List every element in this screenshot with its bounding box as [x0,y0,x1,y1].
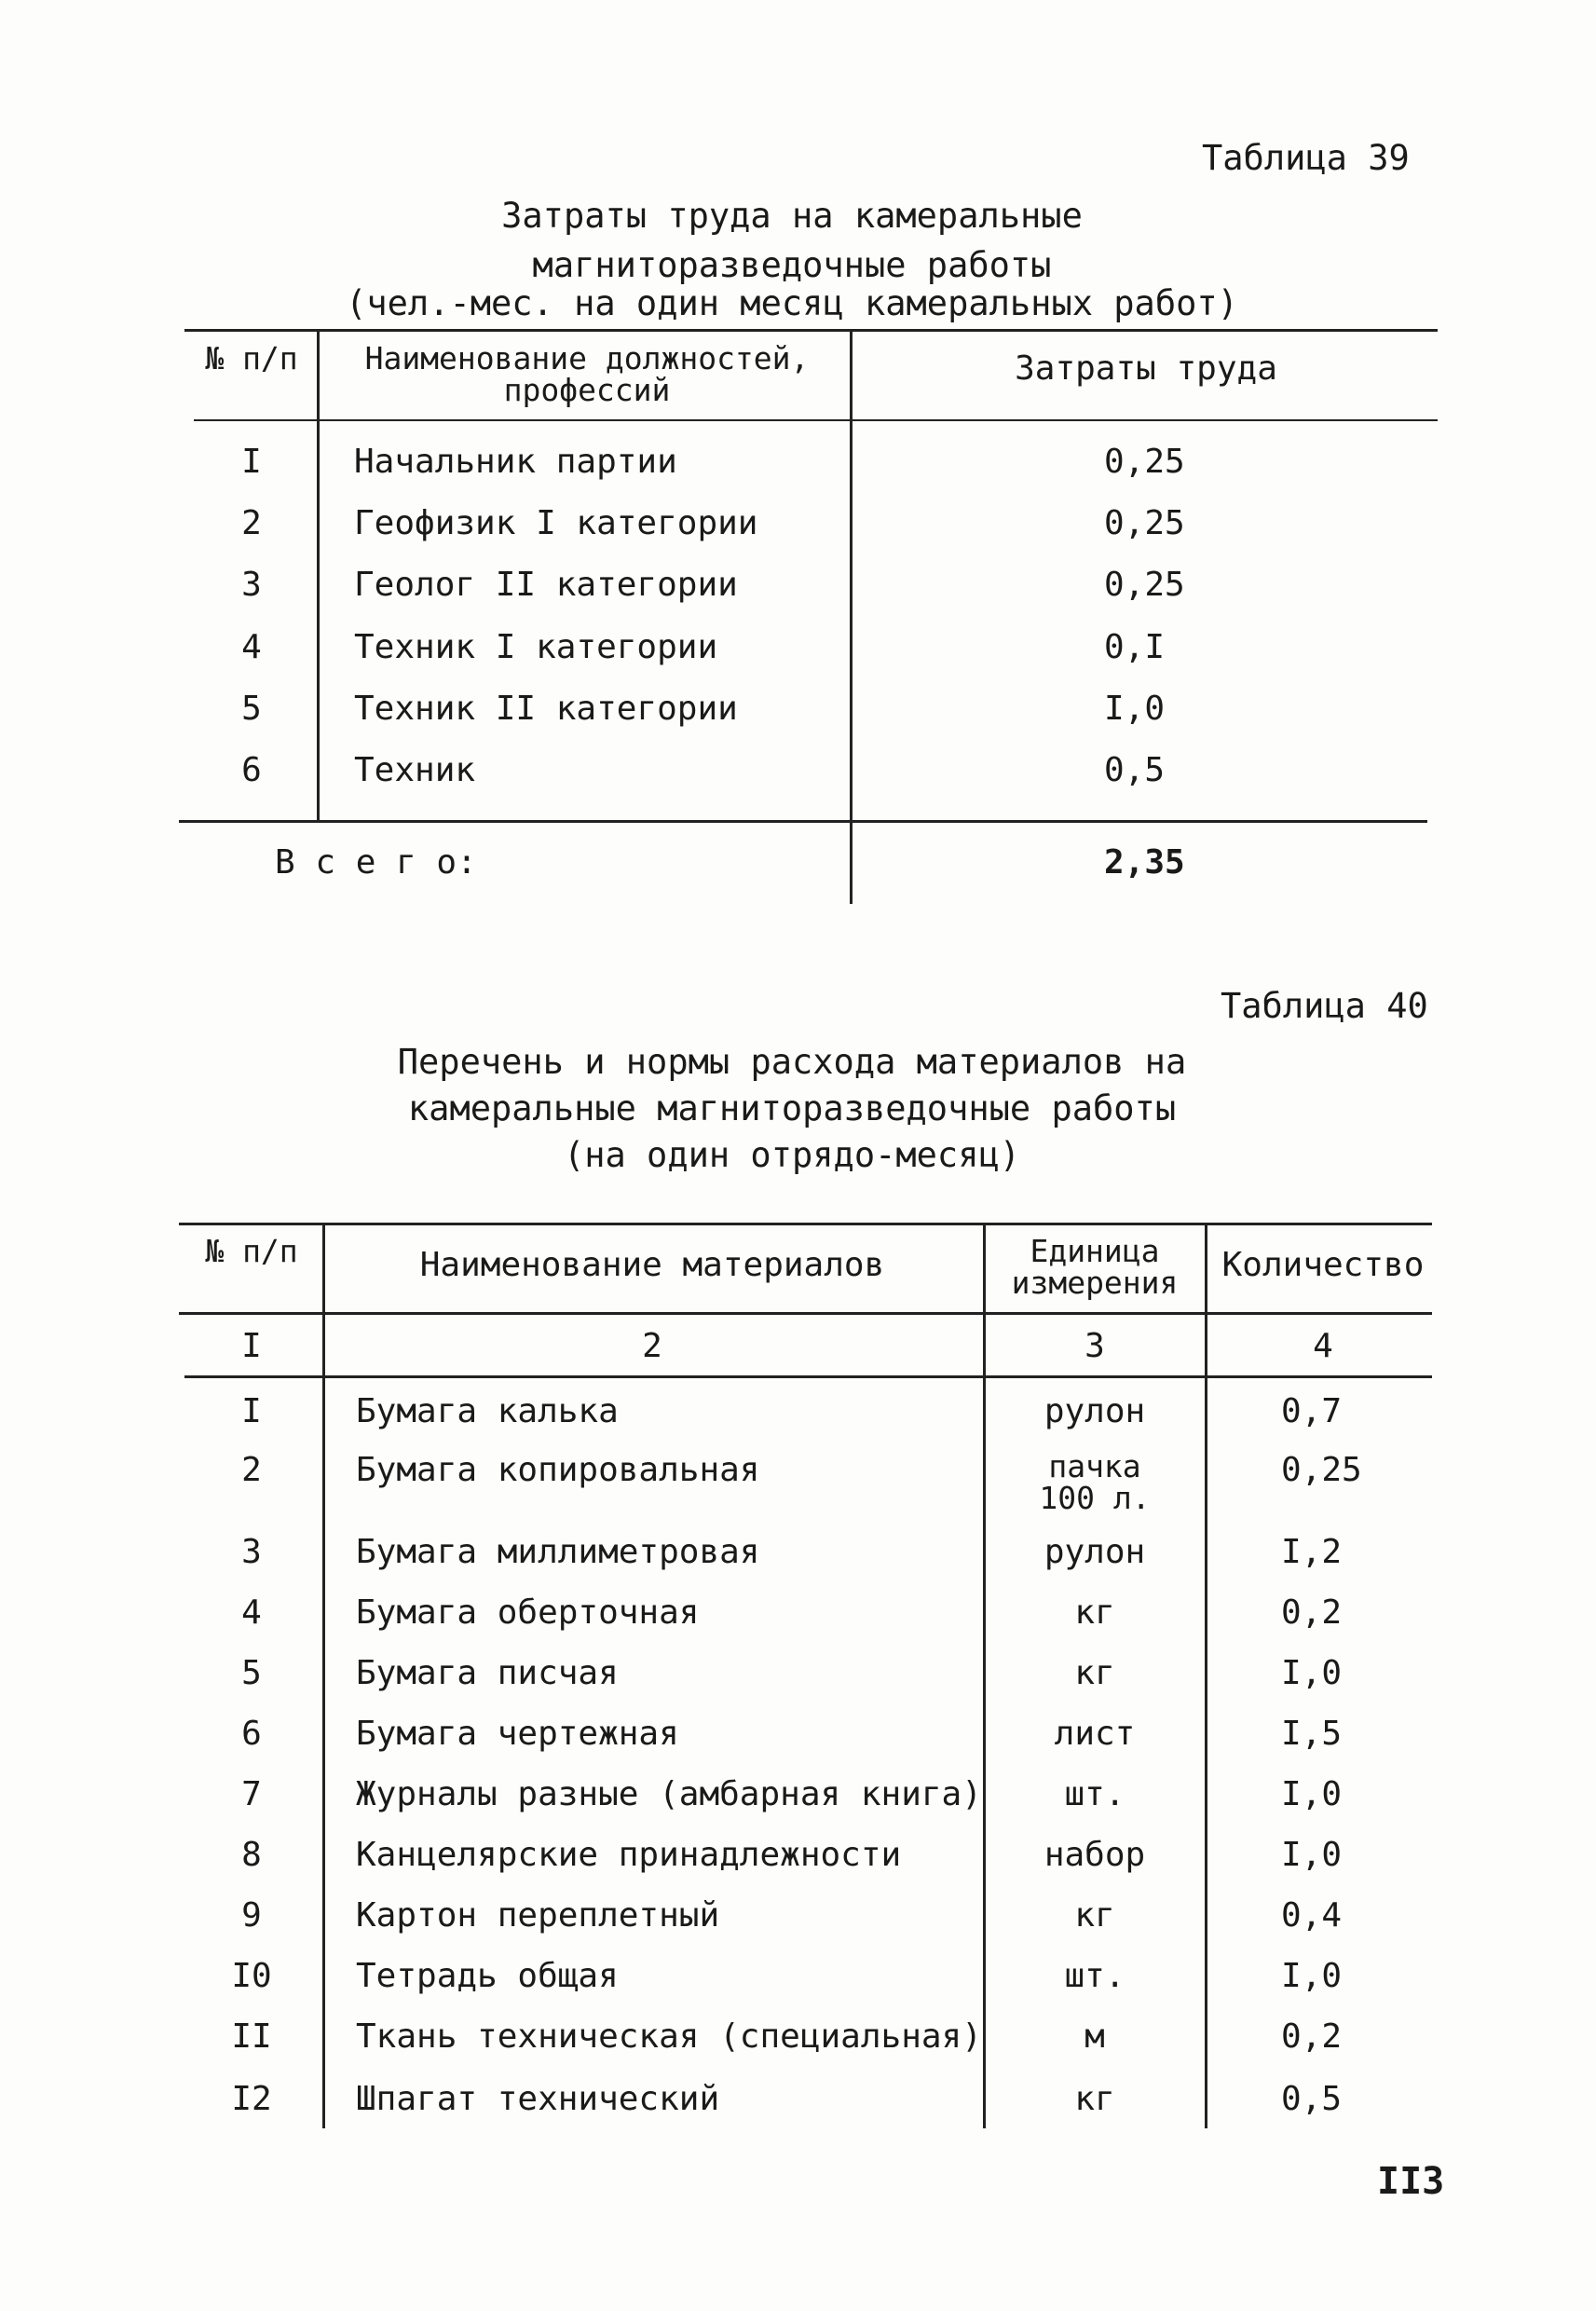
table-40-top-border [179,1223,1432,1225]
table-row-unit: лист [1054,1715,1136,1753]
table-row-num: 7 [241,1775,262,1813]
table-row-name: Ткань техническая (специальная) [356,2017,982,2056]
table-row-unit: кг [1074,1654,1115,1692]
table-row-qty: 0,4 [1281,1896,1343,1935]
table-row-qty: 0,7 [1281,1392,1343,1430]
table-40-header-unit: Единица измерения [1011,1233,1179,1301]
table-row-unit: кг [1074,1593,1115,1632]
table-row-unit: рулон [1044,1392,1146,1430]
table-40-colnum: 2 [642,1327,662,1365]
table-39-label: Таблица 39 [1202,138,1410,178]
table-row-name: Бумага копировальная [356,1451,760,1489]
table-row-num: 5 [241,1654,262,1692]
table-row-qty: I,0 [1281,1957,1343,1995]
table-row-value: 0,25 [1104,504,1185,542]
table-row-num: 6 [241,751,262,789]
table-40-colnum: I [241,1327,262,1365]
table-row-name: Бумага писчая [356,1654,619,1692]
table-40-title [280,1039,1304,1179]
table-row-unit: м [1084,2017,1105,2056]
table-row-qty: I,5 [1281,1715,1343,1753]
table-row-name: Техник I категории [354,628,718,666]
table-row-unit: пачка 100 л. [1039,1448,1151,1516]
page-number: II3 [1377,2160,1445,2203]
table-row-num: 2 [241,504,262,542]
table-row-num: 3 [241,1533,262,1571]
table-row-num: 6 [241,1715,262,1753]
table-39-total-label: В с е г о: [275,843,477,882]
table-39-header-value: Затраты труда [1015,349,1277,388]
table-row-name: Геолог II категории [354,566,738,604]
table-row-value: 0,25 [1104,566,1185,604]
table-40-title-line: (на один отрядо-месяц) [563,1135,1021,1175]
table-39-title-line: (чел.-мес. на один месяц камеральных работ) [346,283,1238,323]
table-row-name: Бумага чертежная [356,1715,679,1753]
table-40-colnum: 3 [1084,1327,1105,1365]
table-39-total-value: 2,35 [1104,843,1185,882]
table-row-unit: рулон [1044,1533,1146,1571]
table-row-value: 0,25 [1104,443,1185,481]
table-row-num: 4 [241,628,262,666]
table-row-num: I0 [231,1957,272,1995]
table-39-header-name: Наименование должностей, профессий [364,340,810,408]
table-row-unit: кг [1074,1896,1115,1935]
table-row-name: Бумага калька [356,1392,619,1430]
table-row-qty: 0,2 [1281,1593,1343,1632]
table-39-total-border [179,820,1427,823]
table-39-top-border [184,329,1438,332]
table-row-num: II [231,2017,272,2056]
table-39-title-line: магниторазведочные работы [532,245,1052,285]
table-row-name: Журналы разные (амбарная книга) [356,1775,982,1813]
table-row-num: 3 [241,566,262,604]
table-40-header-border [179,1312,1432,1315]
table-40-colnum-border [184,1375,1432,1378]
table-row-unit: шт. [1064,1957,1125,1995]
table-row-num: 5 [241,690,262,728]
table-40-col-divider [1205,1224,1207,2128]
table-row-unit: шт. [1064,1775,1125,1813]
table-row-unit: набор [1044,1836,1146,1874]
table-row-num: 4 [241,1593,262,1632]
table-row-name: Картон переплетный [356,1896,720,1935]
table-40-title-line: Перечень и нормы расхода материалов на [397,1042,1187,1082]
table-row-name: Геофизик I категории [354,504,758,542]
table-40-col-divider [983,1224,986,2128]
table-40-header-qty: Количество [1221,1246,1425,1284]
table-row-qty: I,2 [1281,1533,1343,1571]
table-row-qty: 0,5 [1281,2080,1343,2118]
table-row-name: Техник II категории [354,690,738,728]
table-row-name: Бумага миллиметровая [356,1533,760,1571]
table-row-value: 0,I [1104,628,1166,666]
table-row-name: Канцелярские принадлежности [356,1836,902,1874]
table-row-name: Шпагат технический [356,2080,720,2118]
table-40-label: Таблица 40 [1221,986,1428,1026]
table-row-qty: 0,25 [1281,1451,1362,1489]
table-row-num: I [241,1392,262,1430]
table-row-qty: I,0 [1281,1775,1343,1813]
table-40-colnum: 4 [1313,1327,1333,1365]
table-39-col-divider [850,331,853,904]
table-40-col-divider [322,1224,325,2128]
table-row-num: 9 [241,1896,262,1935]
table-row-num: I2 [231,2080,272,2118]
table-40-title-line: камеральные магниторазведочные работы [407,1088,1177,1128]
table-row-qty: I,0 [1281,1836,1343,1874]
table-row-name: Бумага оберточная [356,1593,700,1632]
table-row-qty: I,0 [1281,1654,1343,1692]
table-row-num: 2 [241,1451,262,1489]
table-row-name: Техник [354,751,476,789]
table-40-header-num: № п/п [205,1233,298,1269]
table-39-title-line: Затраты труда на камеральные [501,196,1083,236]
table-row-name: Начальник партии [354,443,677,481]
table-row-unit: кг [1074,2080,1115,2118]
table-row-num: I [241,443,262,481]
table-row-name: Тетрадь общая [356,1957,619,1995]
table-40-header-name: Наименование материалов [419,1246,885,1284]
table-39-col-divider [317,331,320,820]
table-39-header-border [194,419,1438,421]
table-39-header-num: № п/п [205,340,298,376]
table-row-num: 8 [241,1836,262,1874]
table-row-qty: 0,2 [1281,2017,1343,2056]
table-39-title [280,191,1304,328]
table-row-value: I,0 [1104,690,1166,728]
table-row-value: 0,5 [1104,751,1166,789]
